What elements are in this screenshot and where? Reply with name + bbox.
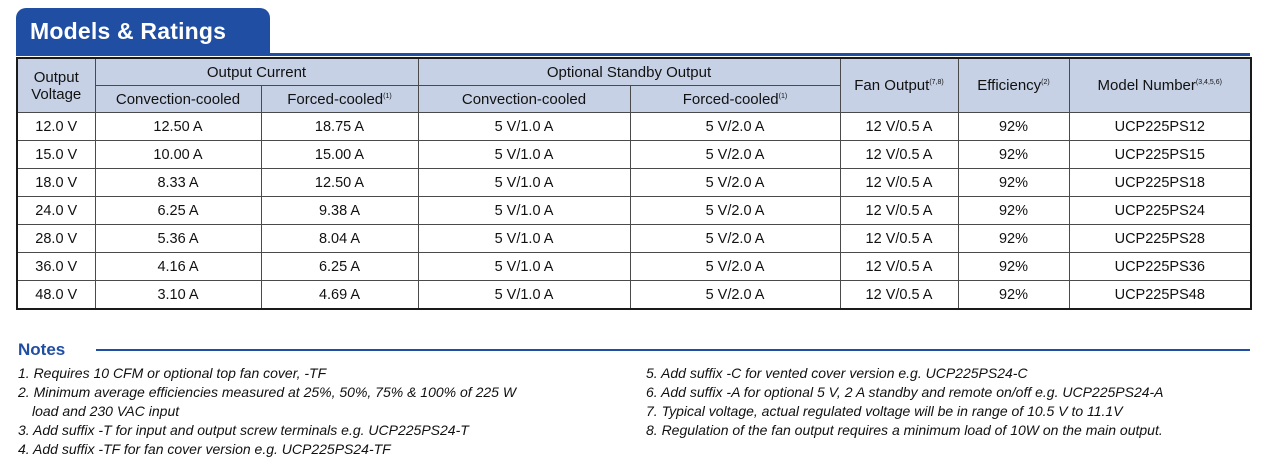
table-cell: 12 V/0.5 A [840,141,958,169]
table-cell: 92% [958,169,1069,197]
table-cell: 12 V/0.5 A [840,169,958,197]
table-cell: 12.50 A [95,113,261,141]
table-cell: 6.25 A [95,197,261,225]
table-cell: 5 V/1.0 A [418,141,630,169]
header-fan-output: Fan Output$^{(7,8)}$ [840,58,958,113]
table-cell: 12.0 V [17,113,95,141]
note-item: 6. Add suffix -A for optional 5 V, 2 A standby and remote on/off e.g. UCP225PS24-A [646,384,1164,400]
table-cell: 8.33 A [95,169,261,197]
header-current-convection: Convection-cooled [95,86,261,113]
table-cell: 12 V/0.5 A [840,113,958,141]
table-cell: 5 V/1.0 A [418,253,630,281]
table-cell: 12 V/0.5 A [840,197,958,225]
header-standby-convection: Convection-cooled [418,86,630,113]
header-standby-forced: Forced-cooled$^{(1)}$ [630,86,840,113]
table-cell: 5 V/1.0 A [418,197,630,225]
table-cell: 92% [958,281,1069,310]
table-cell: 15.0 V [17,141,95,169]
table-cell: 5 V/2.0 A [630,141,840,169]
table-cell: 5 V/2.0 A [630,169,840,197]
table-cell: 5.36 A [95,225,261,253]
table-cell: 8.04 A [261,225,418,253]
table-cell: UCP225PS48 [1069,281,1251,310]
table-cell: UCP225PS15 [1069,141,1251,169]
note-item: 4. Add suffix -TF for fan cover version e.g. UCP225PS24-TF [18,441,391,457]
note-item: 5. Add suffix -C for vented cover version e.g. UCP225PS24-C [646,365,1028,381]
table-cell: 92% [958,253,1069,281]
header-efficiency: Efficiency$^{(2)}$ [958,58,1069,113]
note-item: 3. Add suffix -T for input and output screw terminals e.g. UCP225PS24-T [18,422,469,438]
header-output-voltage: Output Voltage [17,58,95,113]
table-cell: 12 V/0.5 A [840,253,958,281]
note-item: 2. Minimum average efficiencies measured at 25%, 50%, 75% & 100% of 225 W load and 230 VAC input [18,384,517,419]
table-cell: UCP225PS28 [1069,225,1251,253]
table-cell: 9.38 A [261,197,418,225]
table-cell: 12 V/0.5 A [840,225,958,253]
table-cell: 92% [958,225,1069,253]
table-cell: 18.75 A [261,113,418,141]
table-cell: 5 V/2.0 A [630,113,840,141]
table-row [17,253,1251,281]
notes-left-column [18,364,618,459]
table-cell: 18.0 V [17,169,95,197]
note-item: 1. Requires 10 CFM or optional top fan cover, -TF [18,365,327,381]
section-title-tab [16,8,270,54]
table-cell: UCP225PS18 [1069,169,1251,197]
table-cell: 5 V/1.0 A [418,225,630,253]
table-row [17,169,1251,197]
notes-divider [96,349,1250,351]
table-cell: 4.16 A [95,253,261,281]
table-row [17,197,1251,225]
table-cell: 4.69 A [261,281,418,310]
table-cell: 5 V/1.0 A [418,281,630,310]
header-model-number: Model Number$^{(3,4,5,6)}$ [1069,58,1251,113]
table-cell: 5 V/2.0 A [630,197,840,225]
table-cell: 5 V/2.0 A [630,253,840,281]
models-ratings-table [16,57,1252,310]
table-cell: 5 V/1.0 A [418,113,630,141]
table-cell: 24.0 V [17,197,95,225]
note-item: 7. Typical voltage, actual regulated voltage will be in range of 10.5 V to 11.1V [646,403,1123,419]
table-cell: 5 V/2.0 A [630,281,840,310]
table-cell: 3.10 A [95,281,261,310]
table-cell: 12.50 A [261,169,418,197]
table-cell: 5 V/2.0 A [630,225,840,253]
table-cell: 48.0 V [17,281,95,310]
notes-right-column [646,364,1266,440]
table-cell: 92% [958,197,1069,225]
note-item: 8. Regulation of the fan output requires a minimum load of 10W on the main output. [646,422,1163,438]
table-cell: UCP225PS36 [1069,253,1251,281]
notes-heading: Notes [18,340,66,359]
header-optional-standby: Optional Standby Output [418,58,840,86]
table-cell: UCP225PS24 [1069,197,1251,225]
header-output-current: Output Current [95,58,418,86]
table-row [17,225,1251,253]
header-current-forced: Forced-cooled$^{(1)}$ [261,86,418,113]
section-title: Models & Ratings [30,18,227,44]
table-row [17,281,1251,310]
table-cell: 6.25 A [261,253,418,281]
table-row [17,141,1251,169]
table-cell: 10.00 A [95,141,261,169]
table-cell: 36.0 V [17,253,95,281]
table-cell: 12 V/0.5 A [840,281,958,310]
table-cell: 15.00 A [261,141,418,169]
title-divider [16,53,1250,56]
table-cell: 5 V/1.0 A [418,169,630,197]
table-cell: 28.0 V [17,225,95,253]
table-row [17,113,1251,141]
table-cell: UCP225PS12 [1069,113,1251,141]
table-cell: 92% [958,141,1069,169]
table-cell: 92% [958,113,1069,141]
